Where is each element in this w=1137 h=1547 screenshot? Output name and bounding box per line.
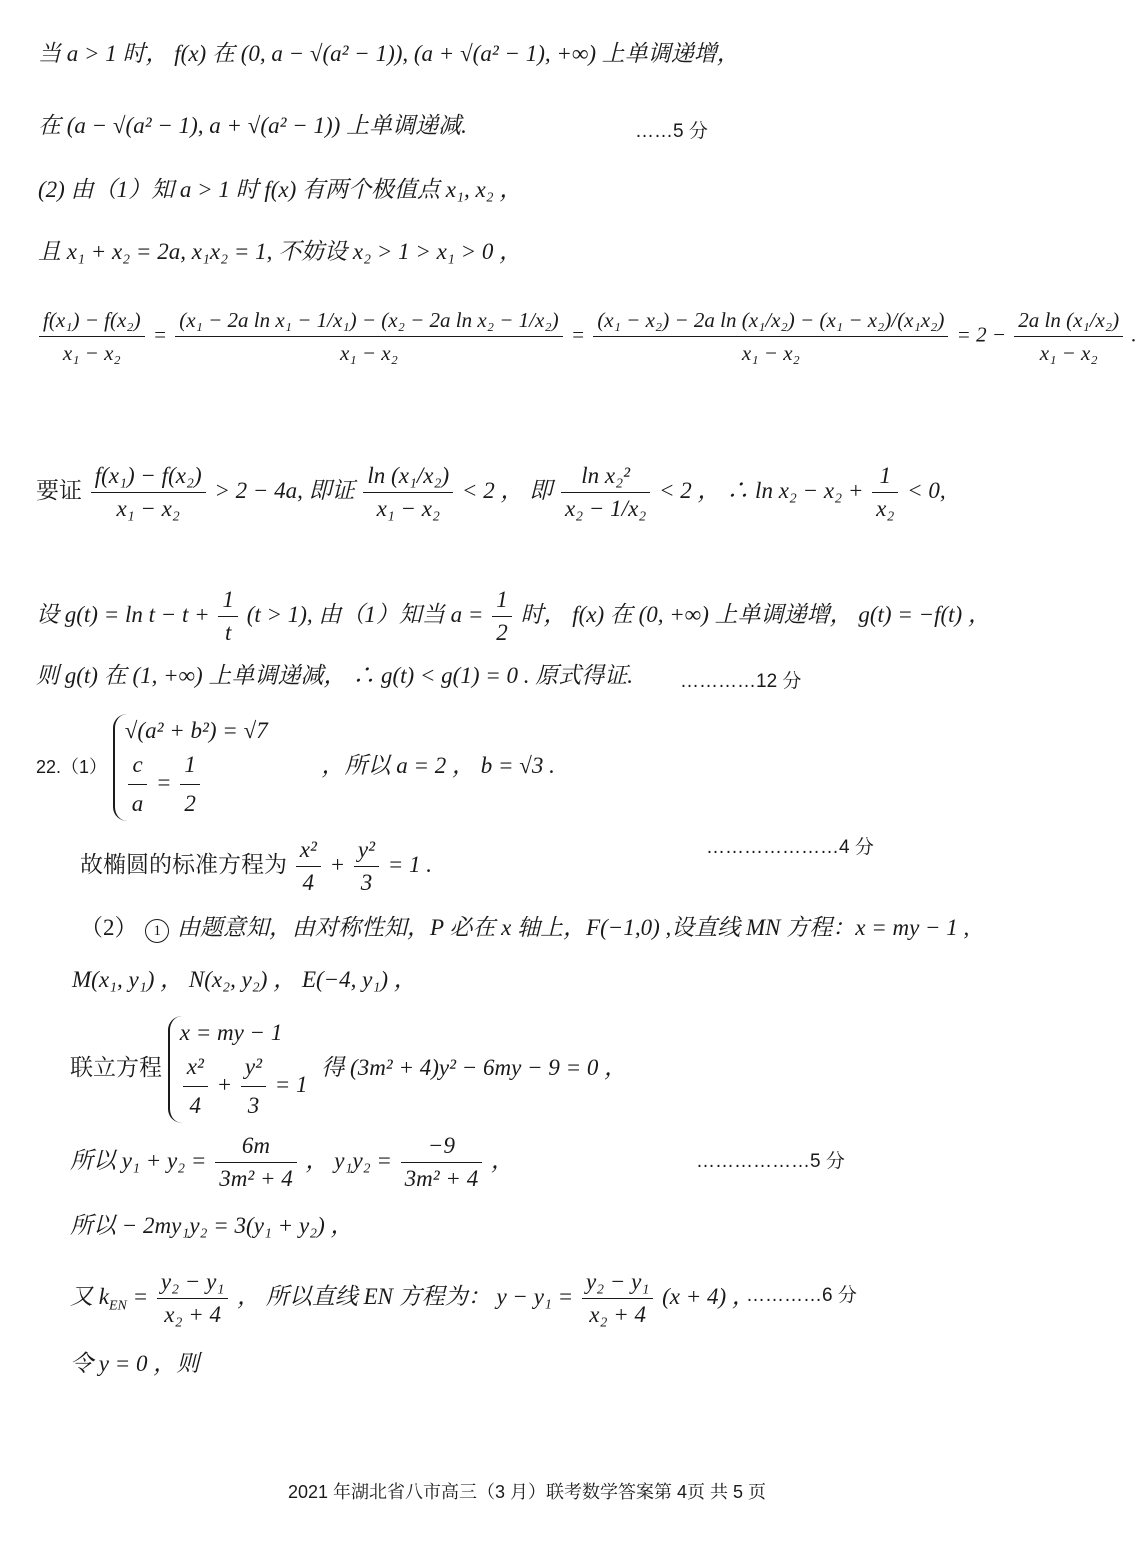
frac-numerator: x²	[296, 836, 321, 867]
frac-numerator: 1	[180, 748, 200, 785]
ellipse-label: 故椭圆的标准方程为	[80, 851, 287, 877]
line-part2-intro: (2) 由（1）知 a > 1 时 f(x) 有两个极值点 x₁, x₂ ，	[38, 177, 523, 202]
frac-denominator: 2	[496, 620, 508, 645]
frac-numerator: y₂ − y₁	[582, 1268, 653, 1299]
frac-numerator: c	[128, 748, 148, 785]
frac-c-over-a	[128, 748, 148, 821]
simultaneous-label: 联立方程	[70, 1054, 162, 1080]
frac-one-half	[492, 586, 512, 647]
line-roots-relation: 且 x₁ + x₂ = 2a, x₁x₂ = 1, 不妨设 x₂ > 1 > x₁ > 0 ，	[38, 239, 523, 264]
frac-denominator: 4	[189, 1093, 202, 1118]
frac-y2-over-3	[354, 836, 379, 897]
frac-denominator: 2	[184, 791, 196, 816]
inequality-text: < 0,	[907, 477, 946, 503]
frac-numerator: 1	[218, 586, 238, 617]
frac-numerator: 1	[872, 462, 898, 493]
system-brace	[113, 714, 268, 821]
score-6: …………6 分	[746, 1285, 857, 1306]
score-5-b: ………………5 分	[696, 1151, 845, 1172]
frac-denominator: 3	[247, 1093, 260, 1118]
quadratic-result: 得 (3m² + 4)y² − 6my − 9 = 0 ，	[321, 1054, 628, 1080]
score-5: ……5 分	[635, 121, 708, 142]
frac-denominator: x₁ − x₂	[116, 496, 180, 521]
equals-sign: =	[132, 1283, 149, 1309]
equals-sign: =	[156, 769, 172, 795]
frac-numerator: (x₁ − x₂) − 2a ln (x₁/x₂) − (x₁ − x₂)/(x₁x₂)	[593, 306, 948, 337]
line-relation: 所以 − 2my₁y₂ = 3(y₁ + y₂) ，	[70, 1213, 354, 1238]
equals-two-minus: = 2 −	[956, 322, 1007, 347]
frac-numerator: 1	[492, 586, 512, 617]
sum-label: 所以 y₁ + y₂ =	[70, 1147, 207, 1173]
line-to-prove	[36, 462, 946, 523]
page-footer: 2021 年湖北省八市高三（3 月）联考数学答案第 4页 共 5 页	[287, 1482, 767, 1502]
question-label: 22.（1）	[36, 756, 108, 777]
frac-denominator: x₂ − 1/x₂	[564, 496, 647, 521]
equals-sign: =	[570, 322, 586, 347]
frac-numerator: y²	[354, 836, 379, 867]
ellipse-equals: = 1 .	[387, 851, 433, 877]
score-4: …………………4 分	[706, 837, 874, 858]
inequality-text: > 2 − 4a, 即证	[214, 477, 355, 503]
frac-one-half-2	[180, 748, 200, 821]
inequality-text: < 2 ， ∴ ln x₂ − x₂ +	[659, 477, 864, 503]
frac-denominator: x₁ − x₂	[62, 341, 121, 365]
period: .	[1131, 322, 1137, 347]
q22-result: ，所以 a = 2 ， b = √3 .	[321, 752, 555, 778]
line-monotonic-increase: 当 a > 1 时， f(x) 在 (0, a − √(a² − 1)), (a + √(a² − 1), +∞) 上单调递增，	[38, 41, 740, 66]
product-label: ， y₁y₂ =	[305, 1147, 392, 1173]
frac-denominator: x₁ − x₂	[741, 341, 800, 365]
line-en-label: ， 所以直线 EN 方程为： y − y₁ =	[237, 1283, 574, 1309]
slope-subscript: EN	[108, 1298, 127, 1314]
system-brace-2	[168, 1016, 308, 1123]
slope-label: 又 k	[70, 1283, 109, 1309]
line-part2-setup	[80, 914, 969, 943]
system-row-1: x = my − 1	[179, 1020, 283, 1045]
plus-sign: +	[329, 851, 346, 877]
frac-denominator: x₂ + 4	[589, 1302, 647, 1327]
frac-slope	[157, 1268, 228, 1329]
frac-numerator: −9	[401, 1132, 483, 1163]
equation-difference-quotient	[36, 306, 1137, 367]
question-22-part1	[36, 714, 555, 821]
line-conclusion: 则 g(t) 在 (1, +∞) 上单调递减， ∴ g(t) < g(1) = 0 . 原式得证.	[36, 663, 634, 688]
frac-one-over-x2	[872, 462, 898, 523]
g-condition: (t > 1), 由（1）知当 a =	[246, 601, 484, 627]
system-row-2	[180, 1050, 308, 1123]
frac-f-quotient	[39, 306, 145, 367]
frac-numerator: 6m	[215, 1132, 297, 1163]
line-let-y-zero: 令 y = 0 ，则	[70, 1351, 200, 1376]
frac-denominator: 3	[360, 870, 373, 895]
frac-denominator: 3m² + 4	[219, 1166, 293, 1191]
system-row-1: √(a² + b²) = √7	[124, 718, 268, 743]
inequality-text: < 2 ， 即	[461, 477, 553, 503]
part2-label: （2）	[80, 915, 138, 940]
frac-numerator: ln x₂²	[561, 462, 650, 493]
frac-one-over-t	[218, 586, 238, 647]
frac-numerator: f(x₁) − f(x₂)	[39, 306, 145, 337]
frac-expanded	[175, 306, 562, 367]
line-monotonic-decrease: 在 (a − √(a² − 1), a + √(a² − 1)) 上单调递减.	[38, 113, 467, 138]
line-points: M(x₁, y₁) ， N(x₂, y₂) ， E(−4, y₁) ，	[72, 967, 417, 992]
score-12: …………12 分	[680, 671, 802, 692]
line-define-g	[36, 586, 991, 647]
system-row-2	[125, 748, 268, 821]
frac-x2-over-4	[296, 836, 321, 897]
frac-slope-2	[582, 1268, 653, 1329]
frac-y2-over-3-b	[241, 1050, 266, 1123]
equals-one: = 1	[274, 1071, 308, 1097]
frac-denominator: 4	[302, 870, 315, 895]
frac-x2-over-4-b	[183, 1050, 208, 1123]
line-ellipse-equation	[80, 836, 432, 897]
frac-numerator: ln (x₁/x₂)	[363, 462, 453, 493]
to-prove-label: 要证	[36, 477, 82, 503]
frac-numerator: x²	[183, 1050, 208, 1087]
frac-simplified	[593, 306, 948, 367]
g-definition: 设 g(t) = ln t − t +	[36, 601, 216, 627]
frac-numerator: f(x₁) − f(x₂)	[91, 462, 206, 493]
frac-final	[1014, 306, 1123, 367]
line-en-tail: (x + 4) ，	[662, 1283, 755, 1309]
frac-denominator: a	[131, 791, 144, 816]
frac-ln-ratio	[363, 462, 453, 523]
frac-denominator: x₁ − x₂	[376, 496, 440, 521]
frac-denominator: x₁ − x₂	[1039, 341, 1098, 365]
frac-numerator: y²	[241, 1050, 266, 1087]
line-vieta	[70, 1132, 514, 1193]
frac-numerator: (x₁ − 2a ln x₁ − 1/x₁) − (x₂ − 2a ln x₂ − 1/x₂)	[175, 306, 562, 337]
frac-f-quotient-2	[91, 462, 206, 523]
frac-denominator: x₂ + 4	[164, 1302, 221, 1327]
comma: ，	[490, 1147, 514, 1173]
frac-denominator: x₂	[876, 496, 895, 521]
frac-ln-square	[561, 462, 650, 523]
frac-sum	[215, 1132, 297, 1193]
frac-product	[401, 1132, 483, 1193]
plus-sign: +	[216, 1071, 233, 1097]
equals-sign: =	[152, 322, 167, 347]
frac-numerator: y₂ − y₁	[157, 1268, 228, 1299]
frac-denominator: 3m² + 4	[404, 1166, 479, 1191]
frac-denominator: t	[225, 620, 232, 645]
frac-denominator: x₁ − x₂	[339, 341, 398, 365]
part2-text: 由题意知，由对称性知，P 必在 x 轴上，F(−1,0) ,设直线 MN 方程：x = my − 1 ,	[177, 915, 970, 940]
circled-number: 1	[145, 919, 169, 943]
line-simultaneous	[70, 1016, 627, 1123]
line-slope-en	[70, 1268, 755, 1329]
frac-numerator: 2a ln (x₁/x₂)	[1014, 306, 1123, 337]
g-conclusion: 时， f(x) 在 (0, +∞) 上单调递增， g(t) = −f(t) ，	[520, 601, 991, 627]
